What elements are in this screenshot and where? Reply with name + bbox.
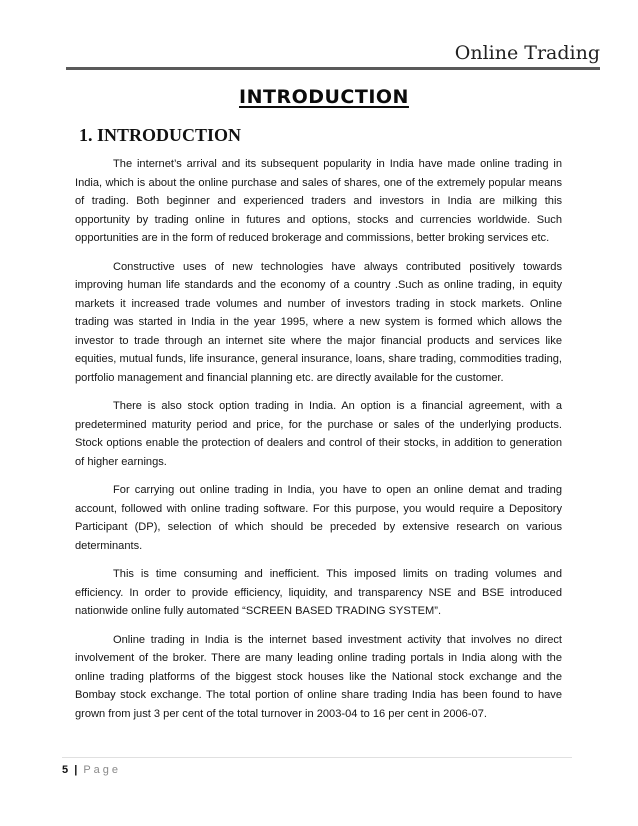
page-header-title: Online Trading <box>454 42 600 64</box>
body-text <box>75 155 562 733</box>
paragraph: The internet’s arrival and its subsequent popularity in India have made online trading in India, which is about the online purchase and sales of shares, one of the extremely popular means of trading. Both beginner and experienced traders and investors in India are milking this opportunity by trading online in futures and options, stocks and currencies worldwide. Such opportunities are in the form of reduced brokerage and commissions, better broking services etc. <box>75 158 562 244</box>
paragraph: This is time consuming and inefficient. This imposed limits on trading volumes and efficiency. In order to provide efficiency, liquidity, and transparency NSE and BSE introduced nationwide online fully automated “SCREEN BASED TRADING SYSTEM”. <box>75 568 562 617</box>
section-heading: 1. INTRODUCTION <box>79 125 242 145</box>
introduction-banner-title: INTRODUCTION <box>239 86 409 108</box>
page-number: 5 <box>62 764 69 776</box>
header-rule <box>66 67 600 70</box>
paragraph: There is also stock option trading in India. An option is a financial agreement, with a predetermined maturity period and price, for the purchase or sales of the underlying products. Stock options enable the protection of dealers and control of their stocks, in addition to generation of higher earnings. <box>75 400 562 468</box>
footer-rule <box>62 757 572 758</box>
paragraph: For carrying out online trading in India, you have to open an online demat and trading account, followed with online trading software. For this purpose, you would require a Depository Participant (DP), selection of which should be preceded by extensive research on various determinants. <box>75 484 562 552</box>
page-footer <box>62 764 121 776</box>
page-label: Page <box>83 764 122 776</box>
footer-separator: | <box>74 764 78 776</box>
paragraph: Online trading in India is the internet based investment activity that involves no direct involvement of the broker. There are many leading online trading portals in India along with the online trading platforms of the biggest stock houses like the National stock exchange and the Bombay stock exchange. The total portion of online share trading India has been found to have grown from just 3 per cent of the total turnover in 2003-04 to 16 per cent in 2006-07. <box>75 633 562 720</box>
paragraph: Constructive uses of new technologies have always contributed positively towards improving human life standards and the economy of a country .Such as online trading, in equity markets it increased trade volumes and number of investors trading in stock markets. Online trading was started in India in the year 1995, where a new system is formed which allows the investor to trade through an internet site where the major financial products and services like equities, mutual funds, life insurance, general insurance, loans, share trading, commodities trading, portfolio management and financial planning etc. are directly available for the customer. <box>75 260 562 384</box>
